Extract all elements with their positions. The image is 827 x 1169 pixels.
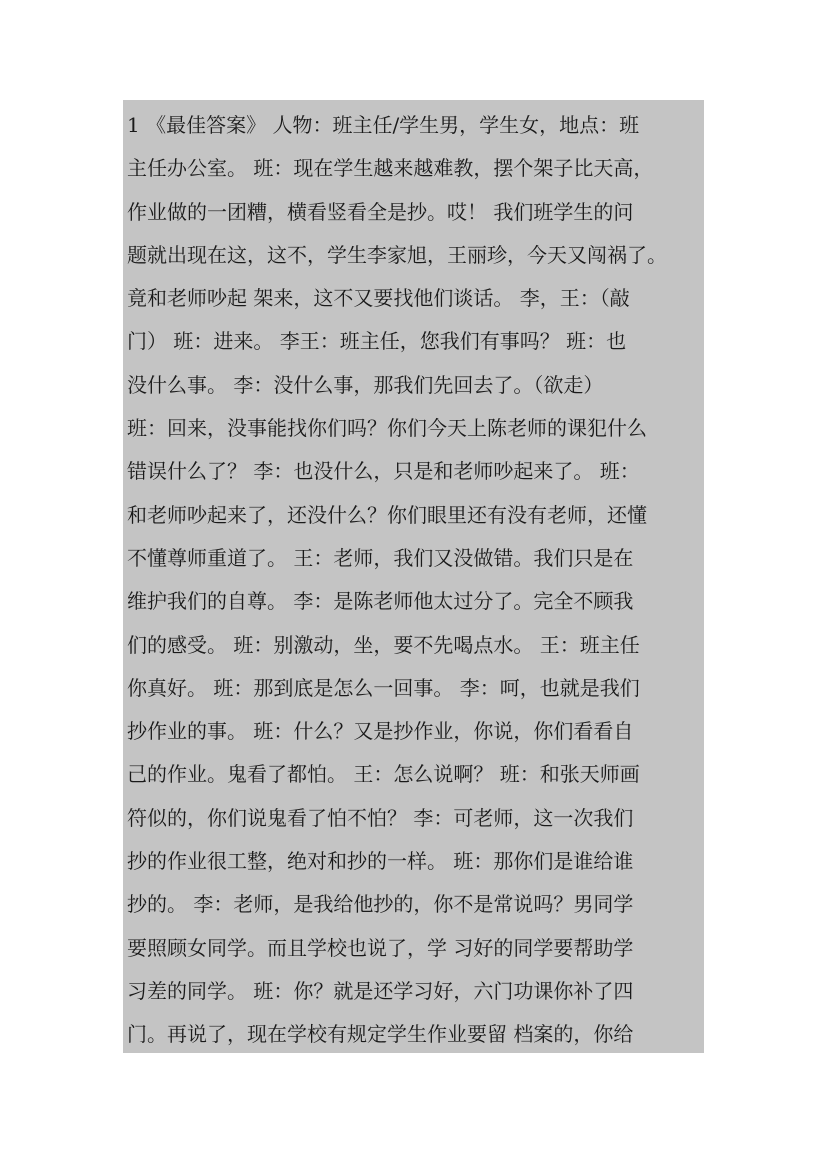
- text-line: 门。再说了，现在学校有规定学生作业要留 档案的，你给: [127, 1022, 634, 1047]
- text-line: 错误什么了？ 李：也没什么，只是和老师吵起来了。 班：: [127, 459, 640, 484]
- text-line: 们的感受。 班：别激动，坐，要不先喝点水。 王：班主任: [127, 632, 640, 657]
- text-line: 和老师吵起来了，还没什么？你们眼里还有没有老师，还懂: [127, 502, 647, 527]
- text-line: 己的作业。鬼看了都怕。 王：怎么说啊？ 班：和张天师画: [127, 762, 640, 787]
- text-line: 维护我们的自尊。 李：是陈老师他太过分了。完全不顾我: [127, 589, 634, 614]
- text-line: 抄的作业很工整，绝对和抄的一样。 班：那你们是谁给谁: [127, 849, 634, 874]
- text-line: 习差的同学。 班：你？就是还学习好，六门功课你补了四: [127, 978, 634, 1003]
- text-line: 班：回来，没事能找你们吗？你们今天上陈老师的课犯什么: [127, 416, 647, 441]
- text-line: 抄的。 李：老师，是我给他抄的，你不是常说吗？男同学: [127, 892, 634, 917]
- text-line: 没什么事。 李：没什么事，那我们先回去了。（欲走）: [127, 372, 604, 397]
- text-line: 要照顾女同学。而且学校也说了，学 习好的同学要帮助学: [127, 935, 634, 960]
- text-line: 符似的，你们说鬼看了怕不怕？ 李：可老师，这一次我们: [127, 805, 634, 830]
- text-line: 你真好。 班：那到底是怎么一回事。 李：呵，也就是我们: [127, 675, 640, 700]
- text-line: 主任办公室。 班：现在学生越来越难教，摆个架子比天高，: [127, 156, 654, 181]
- text-line: 作业做的一团糟，横看竖看全是抄。哎！ 我们班学生的问: [127, 199, 634, 224]
- highlighted-text-block: [123, 100, 704, 1053]
- text-line: 题就出现在这，这不，学生李家旭，王丽珍，今天又闯祸了。: [127, 242, 667, 267]
- text-line: 不懂尊师重道了。 王：老师，我们又没做错。我们只是在: [127, 545, 634, 570]
- text-line: 抄作业的事。 班：什么？又是抄作业，你说，你们看看自: [127, 719, 634, 744]
- text-line: 门） 班：进来。 李王：班主任，您我们有事吗？ 班：也: [127, 329, 627, 354]
- text-line: 竟和老师吵起 架来，这不又要找他们谈话。 李，王：（敲: [127, 286, 630, 311]
- text-line: 1 《最佳答案》 人物：班主任/学生男，学生女，地点：班: [127, 113, 640, 137]
